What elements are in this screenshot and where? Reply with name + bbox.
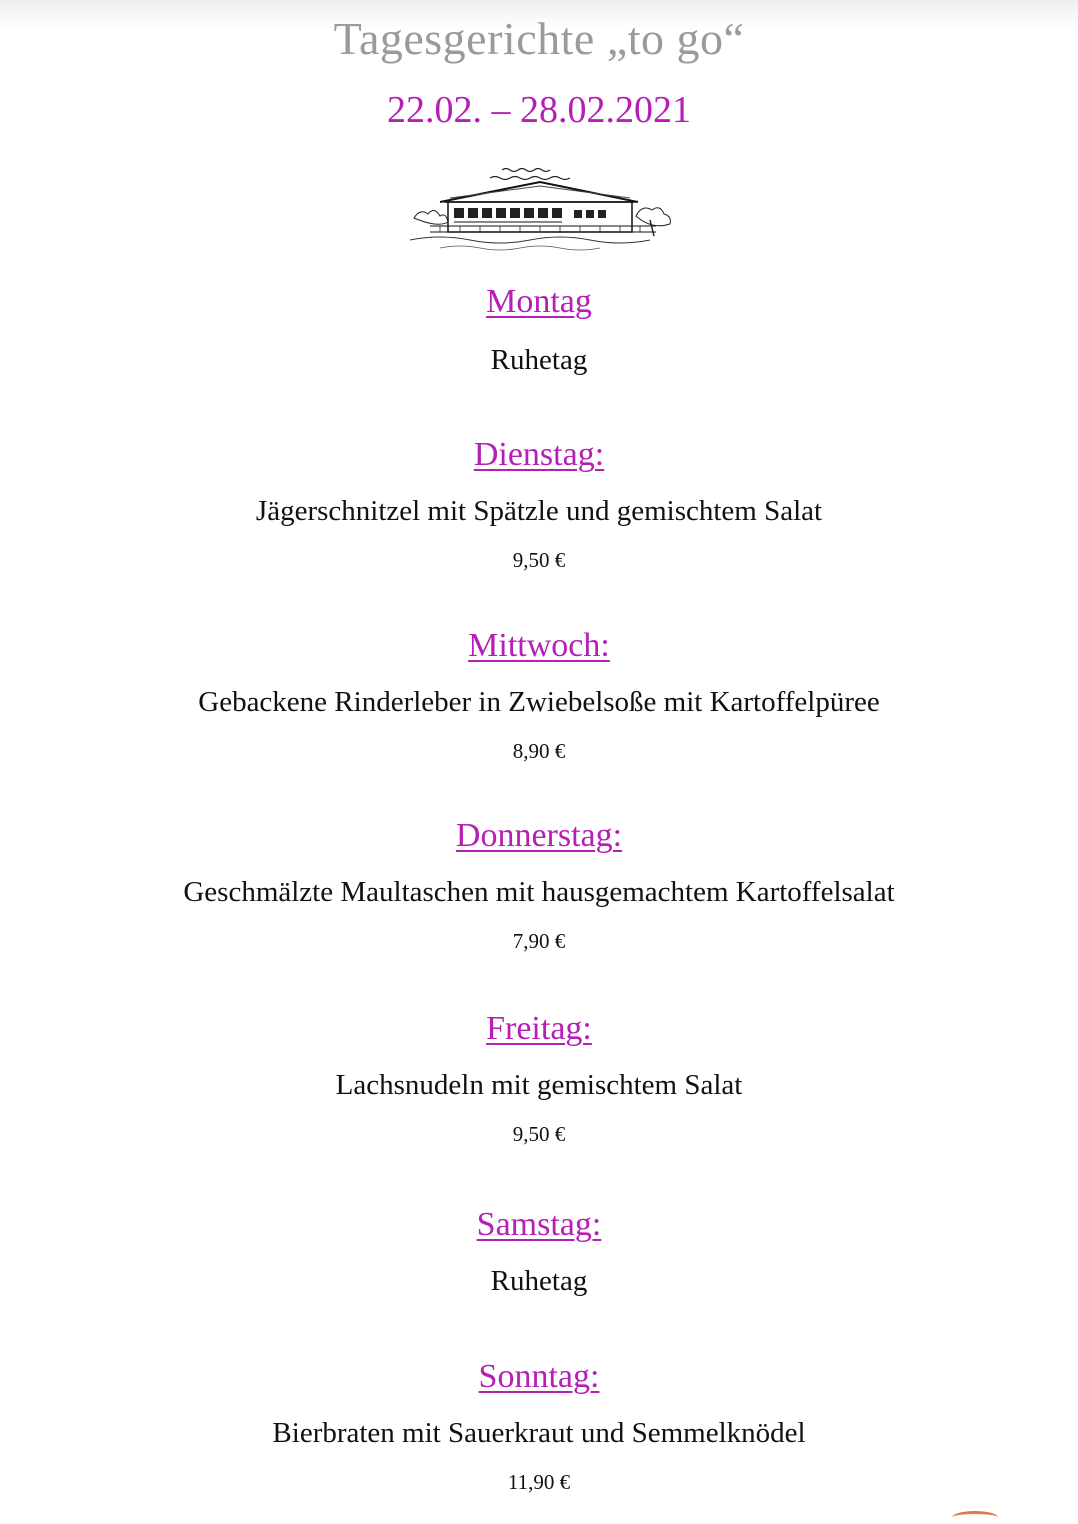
price: 11,90 € [507,1470,571,1494]
dish: Geschmälzte Maultaschen mit hausgemachtem Kartoffelsalat [183,876,895,908]
date-range: 22.02. – 28.02.2021 [387,89,691,131]
day-thursday [0,816,1078,954]
day-friday [0,1009,1078,1147]
day-name: Dienstag: [473,436,605,473]
day-tuesday [0,435,1078,573]
page-title: Tagesgerichte „to go“ [333,13,745,64]
day-name: Sonntag: [478,1358,600,1395]
price: 9,50 € [512,1122,566,1146]
day-name: Samstag: [476,1206,602,1243]
dish: Gebackene Rinderleber in Zwiebelsoße mit Kartoffelpüree [198,686,880,718]
dish: Bierbraten mit Sauerkraut und Semmelknödel [272,1417,806,1449]
dish: Ruhetag [490,1265,588,1297]
day-name: Mittwoch: [468,627,610,664]
dish: Ruhetag [490,344,588,376]
clubhouse-sketch-icon [410,160,678,256]
dish: Lachsnudeln mit gemischtem Salat [335,1069,743,1101]
dish: Jägerschnitzel mit Spätzle und gemischtem Salat [255,495,823,527]
price: 7,90 € [512,929,566,953]
day-sunday [0,1357,1078,1495]
day-name: Donnerstag: [455,817,623,854]
day-monday [0,282,1078,378]
day-wednesday [0,626,1078,764]
day-name: Freitag: [486,1010,592,1047]
price: 9,50 € [512,548,566,572]
price: 8,90 € [512,739,566,763]
day-saturday [0,1205,1078,1299]
day-name: Montag [486,283,592,320]
